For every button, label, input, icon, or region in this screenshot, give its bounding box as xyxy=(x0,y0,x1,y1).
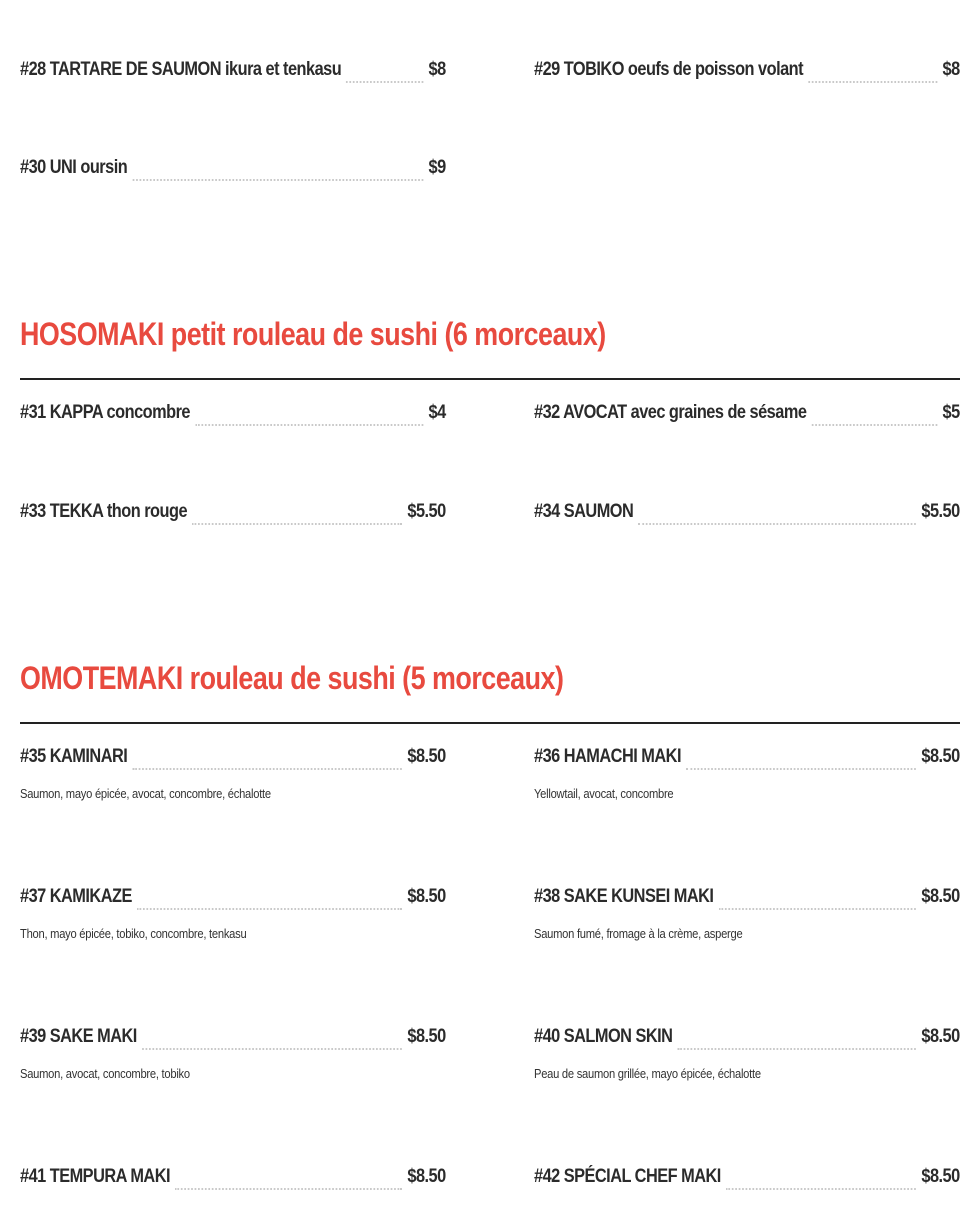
menu-item xyxy=(534,1166,960,1196)
item-name: #31 KAPPA concombre xyxy=(20,402,190,423)
menu-item xyxy=(20,1026,446,1081)
item-description: Saumon, avocat, concombre, tobiko xyxy=(20,1066,190,1081)
item-price: $8.50 xyxy=(921,1026,960,1047)
menu-item xyxy=(20,886,446,941)
item-name: #39 SAKE MAKI xyxy=(20,1026,137,1047)
section-divider xyxy=(20,722,960,724)
item-price: $5.50 xyxy=(921,501,960,522)
menu-item xyxy=(20,157,446,187)
item-price: $8.50 xyxy=(921,1166,960,1187)
item-description: Peau de saumon grillée, mayo épicée, échalotte xyxy=(534,1066,761,1081)
menu-item xyxy=(534,501,960,531)
dot-leader xyxy=(808,81,937,83)
dot-leader xyxy=(175,1188,402,1190)
dot-leader xyxy=(726,1188,916,1190)
item-price: $8.50 xyxy=(921,886,960,907)
item-name: #36 HAMACHI MAKI xyxy=(534,746,681,767)
item-name: #32 AVOCAT avec graines de sésame xyxy=(534,402,807,423)
item-name: #41 TEMPURA MAKI xyxy=(20,1166,171,1187)
menu-item xyxy=(534,402,960,432)
item-description: Saumon, mayo épicée, avocat, concombre, échalotte xyxy=(20,786,271,801)
item-name: #37 KAMIKAZE xyxy=(20,886,132,907)
item-description: Thon, mayo épicée, tobiko, concombre, tenkasu xyxy=(20,926,247,941)
item-price: $8.50 xyxy=(407,886,446,907)
item-name: #33 TEKKA thon rouge xyxy=(20,501,188,522)
menu-item xyxy=(534,746,960,801)
dot-leader xyxy=(346,81,423,83)
dot-leader xyxy=(686,768,916,770)
item-price: $5.50 xyxy=(407,501,446,522)
menu-item xyxy=(534,886,960,941)
item-name: #34 SAUMON xyxy=(534,501,634,522)
dot-leader xyxy=(132,768,402,770)
item-price: $8.50 xyxy=(407,1166,446,1187)
item-name: #29 TOBIKO oeufs de poisson volant xyxy=(534,59,804,80)
section-divider xyxy=(20,378,960,380)
dot-leader xyxy=(142,1048,402,1050)
item-price: $5 xyxy=(942,402,960,423)
item-name: #35 KAMINARI xyxy=(20,746,128,767)
item-name: #28 TARTARE DE SAUMON ikura et tenkasu xyxy=(20,59,342,80)
dot-leader xyxy=(192,523,402,525)
menu-item xyxy=(20,1166,446,1196)
item-description: Saumon fumé, fromage à la crème, asperge xyxy=(534,926,743,941)
dot-leader xyxy=(678,1048,917,1050)
dot-leader xyxy=(719,908,917,910)
item-price: $9 xyxy=(428,157,446,178)
item-price: $8.50 xyxy=(407,746,446,767)
item-price: $8 xyxy=(428,59,446,80)
menu-item xyxy=(20,746,446,801)
menu-item xyxy=(20,501,446,531)
menu-item xyxy=(20,402,446,432)
section-heading-omotemaki: OMOTEMAKI rouleau de sushi (5 morceaux) xyxy=(20,660,564,696)
dot-leader xyxy=(132,179,423,181)
menu-item xyxy=(534,59,960,89)
dot-leader xyxy=(137,908,402,910)
item-name: #38 SAKE KUNSEI MAKI xyxy=(534,886,714,907)
item-price: $8 xyxy=(942,59,960,80)
item-name: #30 UNI oursin xyxy=(20,157,128,178)
item-description: Yellowtail, avocat, concombre xyxy=(534,786,674,801)
dot-leader xyxy=(638,523,916,525)
item-name: #42 SPÉCIAL CHEF MAKI xyxy=(534,1166,721,1187)
menu-item xyxy=(534,1026,960,1081)
item-price: $8.50 xyxy=(407,1026,446,1047)
menu-item xyxy=(20,59,446,89)
dot-leader xyxy=(812,424,938,426)
item-name: #40 SALMON SKIN xyxy=(534,1026,673,1047)
item-price: $8.50 xyxy=(921,746,960,767)
item-price: $4 xyxy=(428,402,446,423)
dot-leader xyxy=(195,424,423,426)
section-heading-hosomaki: HOSOMAKI petit rouleau de sushi (6 morceaux) xyxy=(20,316,606,352)
